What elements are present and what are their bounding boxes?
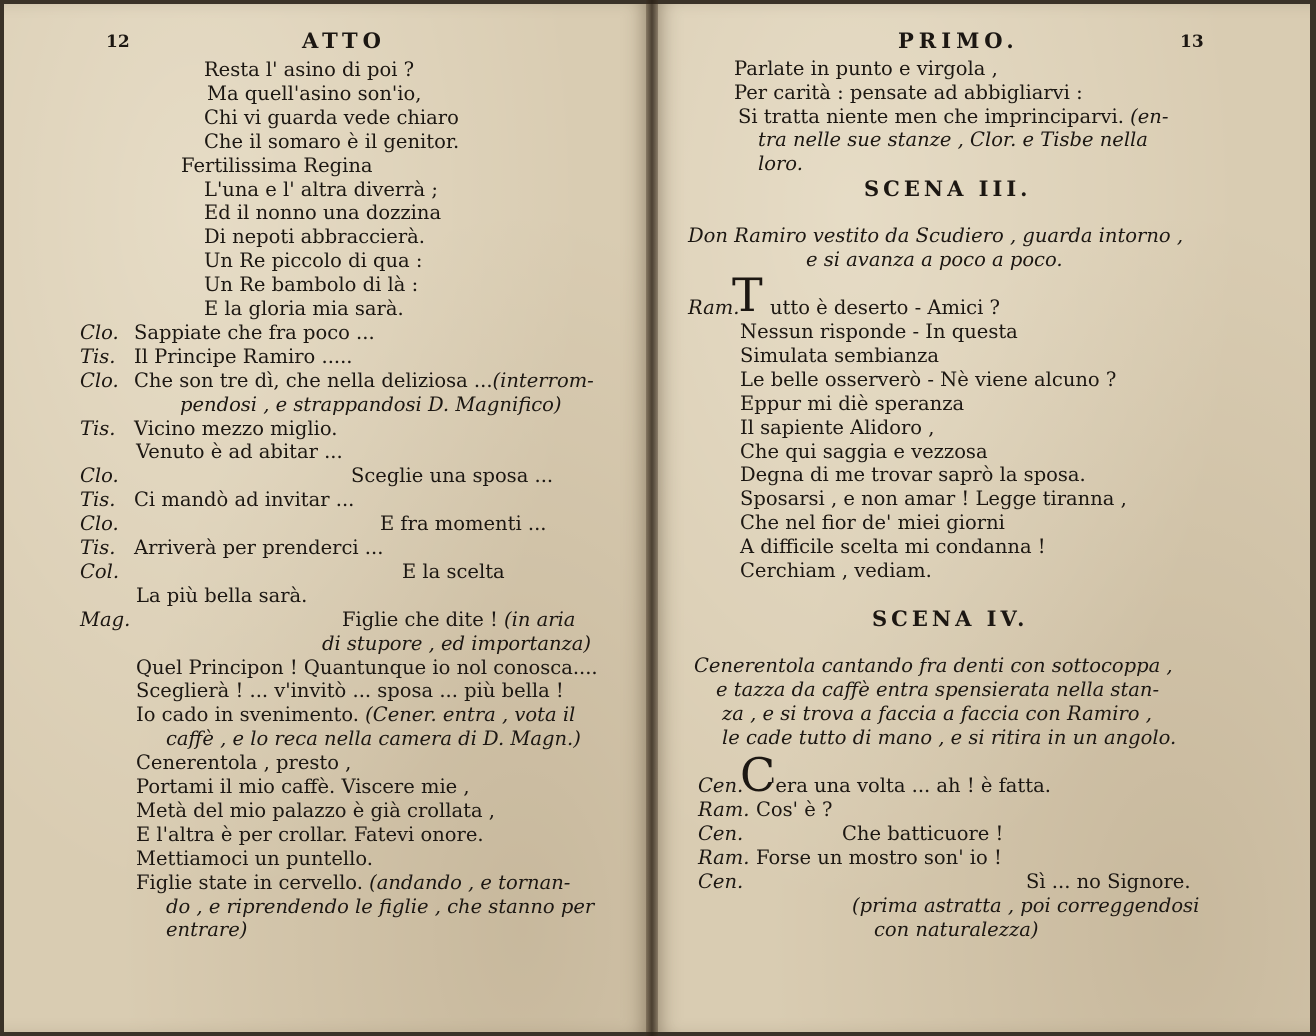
verse-text: Io cado in svenimento. [136, 703, 359, 727]
speaker-label: Clo. [80, 320, 119, 344]
verse-line [204, 130, 459, 154]
verse-line [136, 703, 575, 727]
verse-line [134, 488, 354, 512]
stage-direction: do , e riprendendo le figlie , che stanno per [166, 894, 595, 918]
speaker-label: Clo. [80, 512, 119, 536]
verse-text: Mettiamoci un puntello. [136, 846, 373, 870]
verse-line [204, 58, 414, 82]
verse-line: Sì ... no Signore. [1026, 870, 1191, 893]
speaker-label: Col. [80, 559, 120, 583]
verse-text: Di nepoti abbraccierà. [204, 225, 425, 249]
verse-text: Sceglierà ! ... v'invitò ... sposa ... più bella ! [136, 679, 564, 703]
verse-line [380, 512, 546, 536]
verse-line [204, 178, 438, 202]
speaker-label: Clo. [80, 464, 119, 488]
stage-direction: (in aria [497, 607, 576, 631]
verse-line [322, 632, 591, 656]
verse-line [204, 106, 459, 130]
verse-line [136, 799, 495, 823]
speaker-label: Clo. [80, 368, 119, 392]
verse-text: Portami il mio caffè. Viscere mie , [136, 775, 470, 798]
verse-text: Un Re piccolo di qua : [204, 249, 423, 273]
verse-line [134, 417, 337, 441]
verse-text: Cenerentola , presto , [136, 751, 352, 775]
stage-direction: (andando , e tornan- [362, 870, 571, 894]
stage-direction: loro. [758, 152, 803, 176]
stage-direction: (interrom- [492, 368, 594, 392]
speaker-label: Tis. [80, 344, 116, 368]
verse-text: Che son tre dì, che nella deliziosa ... [134, 368, 493, 392]
verse-line [134, 321, 375, 345]
verse-line [136, 775, 470, 799]
verse-line [134, 345, 353, 369]
verse-text: Che il somaro è il genitor. [204, 129, 460, 153]
verse-line [180, 393, 561, 417]
stage-direction: caffè , e lo reca nella camera di D. Magn.) [166, 727, 581, 751]
verse-line [738, 105, 1168, 129]
verse-line [136, 823, 484, 847]
verse-text: Quel Principon ! Quantunque io nol conosca.... [136, 655, 598, 679]
verse-text: Sceglie una sposa ... [351, 464, 554, 488]
speaker-label: Mag. [80, 607, 131, 631]
scene-direction: e si avanza a poco a poco. [806, 248, 1063, 271]
verse-line: Che nel fior de' miei giorni [740, 511, 1005, 535]
verse-line [134, 369, 594, 393]
verse-line [204, 249, 422, 273]
speaker-label: Tis. [80, 416, 116, 440]
stage-direction: pendosi , e strappandosi D. Magnifico) [180, 392, 562, 416]
verse-line: Le belle osserverò - Nè viene alcuno ? [740, 367, 1117, 391]
speaker-label: Tis. [80, 536, 116, 559]
drop-cap: T [732, 268, 763, 322]
verse-line: utto è deserto - Amici ? [770, 296, 1000, 319]
scene-direction: e tazza da caffè entra spensierata nella stan- [716, 678, 1160, 701]
verse-line: Che batticuore ! [842, 822, 1004, 845]
verse-line: A difficile scelta mi condanna ! [740, 535, 1046, 559]
verse-line [204, 297, 404, 321]
stage-direction: (en- [1123, 104, 1169, 128]
verse-line: Che qui saggia e vezzosa [740, 439, 988, 463]
verse-line [734, 57, 998, 81]
verse-text: Venuto è ad abitar ... [136, 440, 343, 464]
verse-line: Cos' è ? [756, 798, 833, 821]
speaker-label: Cen. [698, 870, 744, 893]
scene-direction: Don Ramiro vestito da Scudiero , guarda intorno , [688, 224, 1184, 247]
verse-text: Ci mandò ad invitar ... [134, 488, 355, 512]
page-number-left: 12 [106, 32, 130, 52]
book-gutter [646, 0, 658, 1036]
verse-line: Nessun risponde - In questa [740, 320, 1018, 343]
scene-title: SCENA IV. [872, 606, 1029, 631]
stage-direction: entrare) [166, 918, 248, 942]
verse-line: Cerchiam , vediam. [740, 559, 932, 582]
verse-line [166, 727, 581, 751]
verse-line [134, 536, 383, 560]
verse-text: Un Re bambolo di là : [204, 273, 419, 297]
verse-line [204, 201, 441, 225]
verse-text: Chi vi guarda vede chiaro [204, 105, 459, 129]
verse-line: Sposarsi , e non amar ! Legge tiranna , [740, 487, 1127, 511]
speaker-label: Cen. [698, 822, 744, 845]
verse-line [166, 918, 247, 942]
stage-direction: con naturalezza) [874, 918, 1039, 941]
verse-line [204, 273, 418, 297]
verse-text: E l'altra è per crollar. Fatevi onore. [136, 822, 484, 846]
stage-direction: (Cener. entra , vota il [358, 703, 576, 727]
verse-line [136, 871, 570, 895]
verse-line [166, 895, 594, 919]
verse-text: Ma quell'asino son'io, [207, 81, 422, 105]
verse-text: E la gloria mia sarà. [204, 297, 404, 320]
verse-text: Metà del mio palazzo è già crollata , [136, 798, 495, 822]
verse-text: L'una e l' altra diverrà ; [204, 177, 438, 201]
scene-direction: za , e si trova a faccia a faccia con Ramiro , [722, 702, 1152, 725]
drop-cap: C [740, 748, 776, 802]
left-page [4, 4, 652, 1032]
verse-line [136, 847, 373, 871]
verse-line [136, 440, 343, 464]
page-number-right: 13 [1180, 32, 1204, 52]
speaker-label: Tis. [80, 488, 116, 512]
verse-line [136, 584, 307, 608]
verse-line [136, 656, 598, 680]
verse-text: Arriverà per prenderci ... [134, 536, 384, 559]
verse-text: Figlie state in cervello. [136, 870, 363, 894]
speaker-label: Ram. [688, 296, 740, 319]
verse-text: Parlate in punto e virgola , [734, 57, 998, 80]
verse-text: Il Principe Ramiro ..... [134, 344, 353, 368]
verse-line [136, 751, 351, 775]
verse-line [136, 679, 564, 703]
verse-line [758, 128, 1148, 152]
verse-line [351, 464, 553, 488]
speaker-label: Ram. [698, 798, 750, 821]
running-header-right: PRIMO. [898, 28, 1019, 53]
verse-line [758, 152, 803, 176]
verse-line [734, 81, 1083, 105]
verse-line: 'era una volta ... ah ! è fatta. [770, 774, 1051, 797]
verse-text: E la scelta [402, 559, 505, 583]
scene-direction: Cenerentola cantando fra denti con sottocoppa , [694, 654, 1173, 677]
stage-direction: di stupore , ed importanza) [322, 631, 592, 655]
speaker-label: Ram. [698, 846, 750, 869]
verse-text: Sappiate che fra poco ... [134, 320, 375, 344]
verse-line [342, 608, 575, 632]
verse-text: Fertilissima Regina [181, 153, 373, 177]
verse-line [204, 225, 425, 249]
speaker-label: Cen. [698, 774, 744, 797]
verse-line: Simulata sembianza [740, 343, 940, 367]
stage-direction: (prima astratta , poi correggendosi [852, 894, 1200, 917]
verse-line: Forse un mostro son' io ! [756, 846, 1002, 869]
verse-line [402, 560, 505, 584]
verse-text: Resta l' asino di poi ? [204, 58, 415, 81]
stage-direction: tra nelle sue stanze , Clor. e Tisbe nella [758, 128, 1148, 152]
verse-line: Degna di me trovar saprò la sposa. [740, 463, 1086, 487]
verse-text: Figlie che dite ! [342, 607, 498, 631]
running-header-left: ATTO [302, 28, 386, 53]
right-page [652, 4, 1310, 1032]
verse-text: E fra momenti ... [380, 512, 547, 536]
verse-text: Per carità : pensate ad abbigliarvi : [734, 80, 1083, 104]
scene-direction: le cade tutto di mano , e si ritira in un angolo. [722, 726, 1177, 749]
verse-text: La più bella sarà. [136, 583, 308, 607]
verse-line: Eppur mi diè speranza [740, 391, 965, 415]
verse-text: Si tratta niente men che imprinciparvi. [738, 104, 1124, 128]
verse-line [181, 154, 373, 178]
scene-title: SCENA III. [864, 176, 1032, 201]
verse-line [207, 82, 421, 106]
verse-line: Il sapiente Alidoro , [740, 415, 935, 439]
verse-text: Vicino mezzo miglio. [134, 416, 338, 440]
verse-text: Ed il nonno una dozzina [204, 201, 442, 225]
